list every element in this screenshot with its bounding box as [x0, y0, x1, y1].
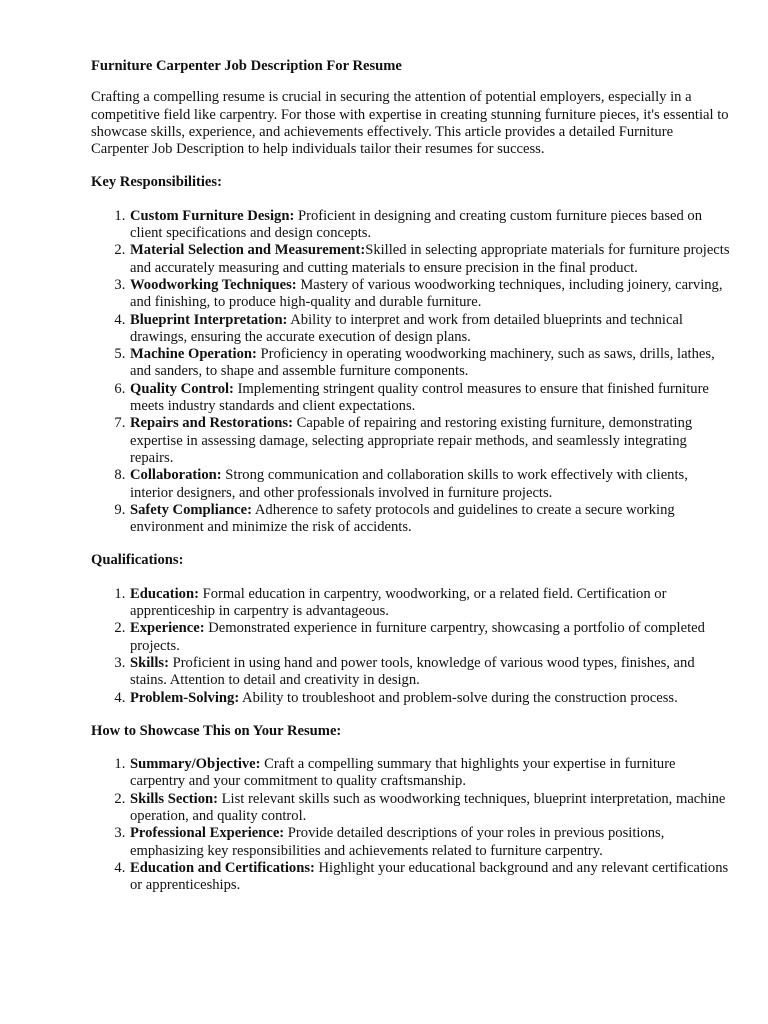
list-item [129, 756, 731, 791]
item-text: Highlight your educational background and any relevant certifications or apprenticeships. [130, 859, 729, 894]
item-text: Craft a compelling summary that highlights your expertise in furniture carpentry and your commitment to quality craftsmanship. [130, 756, 676, 790]
qualifications-list [91, 586, 731, 707]
item-term: Safety Compliance: [130, 501, 253, 518]
section-heading: Qualifications: [91, 552, 184, 569]
item-term: Collaboration: [130, 467, 222, 484]
item-text: Ability to troubleshoot and problem-solve during the construction process. [239, 689, 678, 706]
item-term: Quality Control: [130, 380, 234, 397]
section-key-responsibilities [91, 174, 731, 536]
document-page [91, 58, 731, 910]
list-item [129, 467, 731, 502]
showcase-list [91, 756, 731, 894]
item-text: Ability to interpret and work from detailed blueprints and technical drawings, ensuring the accurate execution of design plans. [130, 311, 683, 345]
item-term: Problem-Solving: [130, 689, 240, 706]
list-item [129, 620, 731, 655]
list-item [129, 242, 731, 277]
item-text: Proficient in designing and creating custom furniture pieces based on client specifications and design concepts. [130, 207, 703, 242]
item-text: Mastery of various woodworking techniques, including joinery, carving, and finishing, to produce high-quality and durable furniture. [130, 276, 723, 311]
list-item [129, 791, 731, 826]
list-item [129, 346, 731, 381]
list-item [129, 860, 731, 895]
section-qualifications [91, 552, 731, 706]
page-title: Furniture Carpenter Job Description For Resume [91, 58, 402, 74]
item-text: Proficient in using hand and power tools, knowledge of various wood types, finishes, and stains. Attention to detail and creativity in design. [130, 654, 695, 689]
list-item [129, 502, 731, 537]
item-term: Summary/Objective: [130, 756, 261, 773]
item-term: Repairs and Restorations: [130, 415, 293, 432]
list-item [129, 277, 731, 312]
item-text: Implementing stringent quality control measures to ensure that finished furniture meets industry standards and client expectations. [130, 380, 709, 415]
list-item [129, 655, 731, 690]
list-item [129, 825, 731, 860]
section-showcase-on-resume [91, 723, 731, 895]
item-text: Strong communication and collaboration skills to work effectively with clients, interior designers, and other professionals involved in furniture projects. [130, 467, 688, 501]
item-text: Proficiency in operating woodworking machinery, such as saws, drills, lathes, and sanders, to shape and assemble furniture components. [130, 346, 715, 380]
item-text: Skilled in selecting appropriate materials for furniture projects and accurately measuring and cutting materials to ensure precision in the final product. [130, 242, 730, 276]
responsibilities-list [91, 208, 731, 537]
list-item [129, 415, 731, 467]
item-text: Formal education in carpentry, woodworking, or a related field. Certification or apprenticeship in carpentry is advantageous. [130, 585, 667, 620]
item-term: Custom Furniture Design: [130, 207, 295, 224]
item-term: Education: [130, 585, 199, 602]
item-text: List relevant skills such as woodworking techniques, blueprint interpretation, machine operation, and quality control. [130, 790, 726, 824]
item-term: Skills: [130, 654, 169, 671]
item-term: Skills Section: [130, 790, 218, 807]
item-term: Education and Certifications: [130, 859, 315, 876]
item-term: Professional Experience: [130, 825, 285, 842]
list-item [129, 312, 731, 347]
item-text: Provide detailed descriptions of your roles in previous positions, emphasizing key responsibilities and achievements related to furniture carpentry. [130, 825, 665, 859]
item-text: Demonstrated experience in furniture carpentry, showcasing a portfolio of completed projects. [130, 620, 705, 654]
section-heading: How to Showcase This on Your Resume: [91, 722, 342, 739]
item-term: Machine Operation: [130, 346, 257, 363]
list-item [129, 208, 731, 243]
section-heading: Key Responsibilities: [91, 174, 222, 191]
item-text: Adherence to safety protocols and guidelines to create a secure working environment and minimize the risk of accidents. [130, 501, 675, 536]
item-text: Capable of repairing and restoring existing furniture, demonstrating expertise in assessing damage, selecting appropriate repair methods, and seamlessly integrating repairs. [130, 415, 693, 466]
list-item [129, 381, 731, 416]
list-item [129, 690, 731, 707]
item-term: Material Selection and Measurement: [130, 242, 366, 259]
item-term: Woodworking Techniques: [130, 276, 297, 293]
list-item [129, 586, 731, 621]
item-term: Blueprint Interpretation: [130, 311, 288, 328]
item-term: Experience: [130, 620, 205, 637]
intro-paragraph: Crafting a compelling resume is crucial in securing the attention of potential employers, especially in a competitive field like carpentry. For those with expertise in creating stunning furniture pieces, it's essential to showcase skills, experience, and achievements effectively. This article provides a detailed Furniture Carpenter Job Description to help individuals tailor their resumes for success. [91, 89, 729, 158]
